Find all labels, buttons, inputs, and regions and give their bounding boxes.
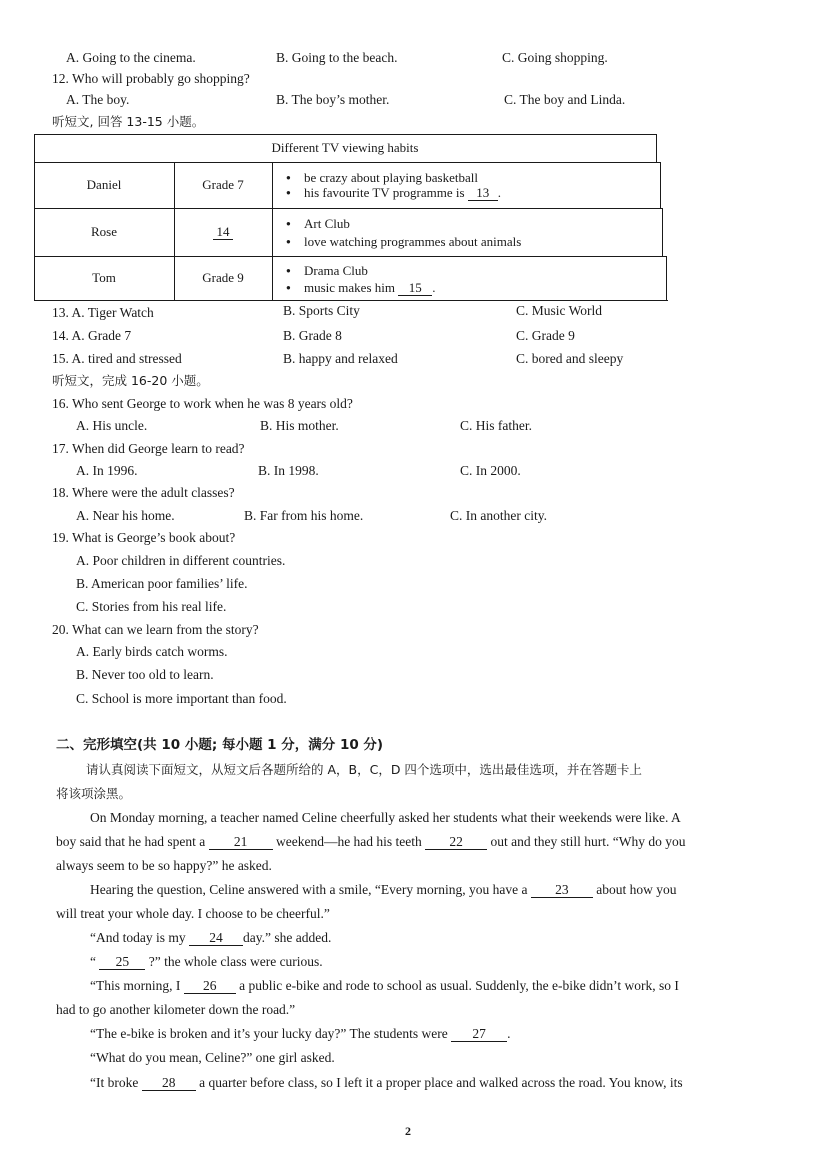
blank-24: 24 [189, 931, 243, 946]
q18-question: 18. Where were the adult classes? [52, 485, 235, 500]
blank-13: 13 [468, 186, 498, 201]
table-grade-tom: Grade 9 [202, 270, 244, 285]
section2-instruction-cont: 将该项涂黑。 [56, 786, 132, 801]
q14-option-c: C. Grade 9 [516, 328, 575, 343]
blank-21: 21 [209, 835, 273, 850]
q15-option-a: 15. A. tired and stressed [52, 351, 182, 366]
blank-23: 23 [531, 883, 593, 898]
passage-line: always seem to be so happy?” he asked. [56, 858, 272, 873]
q12-question: 12. Who will probably go shopping? [52, 71, 250, 86]
passage-line: boy said that he had spent a 21 weekend—he had his teeth 22 out and they still hurt. “Why do you [56, 834, 686, 849]
q16-question: 16. Who sent George to work when he was 8 years old? [52, 396, 353, 411]
table-grade-rose [174, 208, 272, 256]
section2-instruction: 请认真阅读下面短文，从短文后各题所给的 A，B，C，D 四个选项中，选出最佳选项，并在答题卡上 [86, 762, 642, 777]
table-name-tom: Tom [92, 270, 116, 285]
blank-27: 27 [451, 1027, 507, 1042]
table-note: ● Art Club [304, 216, 350, 231]
passage-line: Hearing the question, Celine answered with a smile, “Every morning, you have a 23 about how you [90, 882, 677, 897]
section2-heading: 二、完形填空(共 10 小题; 每小题 1 分，满分 10 分) [56, 737, 384, 753]
blank-14: 14 [213, 225, 233, 240]
passage-line: “It broke 28 a quarter before class, so I left it a proper place and walked across the road. You know, its [90, 1075, 683, 1090]
q16-option-a: A. His uncle. [76, 418, 148, 433]
passage-line: “ 25 ?” the whole class were curious. [90, 954, 323, 969]
q17-question: 17. When did George learn to read? [52, 441, 245, 456]
passage-line: “This morning, I 26 a public e-bike and rode to school as usual. Suddenly, the e-bike didn’t work, so I [90, 978, 679, 993]
q12-option-a: A. The boy. [66, 92, 130, 107]
page-number: 2 [405, 1124, 411, 1138]
q19-option-b: B. American poor families’ life. [76, 576, 248, 591]
q16-option-c: C. His father. [460, 418, 532, 433]
table-note: ● be crazy about playing basketball [304, 170, 478, 185]
q11-option-a: A. Going to the cinema. [66, 50, 196, 65]
passage-line: “What do you mean, Celine?” one girl asked. [90, 1050, 335, 1065]
q13-option-b: B. Sports City [283, 303, 360, 318]
table-note: ● love watching programmes about animals [304, 234, 521, 249]
section-16-20-intro: 听短文，完成 16-20 小题。 [52, 373, 209, 388]
table-grade-daniel: Grade 7 [202, 177, 244, 192]
table-name-rose: Rose [91, 224, 117, 239]
q19-question: 19. What is George’s book about? [52, 530, 236, 545]
q19-option-c: C. Stories from his real life. [76, 599, 227, 614]
q13-option-a: 13. A. Tiger Watch [52, 305, 154, 320]
table-note: ● his favourite TV programme is 13 . [304, 185, 501, 201]
q19-option-a: A. Poor children in different countries. [76, 553, 286, 568]
blank-25: 25 [99, 955, 145, 970]
blank-26: 26 [184, 979, 236, 994]
q18-option-c: C. In another city. [450, 508, 547, 523]
section-13-15-intro: 听短文, 回答 13-15 小题。 [52, 114, 205, 129]
passage-line: had to go another kilometer down the road.” [56, 1002, 296, 1017]
q20-option-b: B. Never too old to learn. [76, 667, 214, 682]
passage-line: “The e-bike is broken and it’s your lucky day?” The students were 27 . [90, 1026, 511, 1041]
q17-option-b: B. In 1998. [258, 463, 319, 478]
q17-option-a: A. In 1996. [76, 463, 138, 478]
table-title: Different TV viewing habits [271, 140, 419, 155]
passage-line: On Monday morning, a teacher named Celine cheerfully asked her students what their weekends were like. A [90, 810, 681, 825]
q16-option-b: B. His mother. [260, 418, 339, 433]
q14-option-b: B. Grade 8 [283, 328, 342, 343]
q18-option-b: B. Far from his home. [244, 508, 364, 523]
q20-option-c: C. School is more important than food. [76, 691, 287, 706]
passage-line: “And today is my 24 day.” she added. [90, 930, 332, 945]
q11-option-b: B. Going to the beach. [276, 50, 398, 65]
tv-habits-table [34, 134, 668, 302]
q12-option-c: C. The boy and Linda. [504, 92, 626, 107]
q15-option-b: B. happy and relaxed [283, 351, 398, 366]
q20-option-a: A. Early birds catch worms. [76, 644, 228, 659]
q18-option-a: A. Near his home. [76, 508, 175, 523]
blank-15: 15 [398, 281, 432, 296]
q17-option-c: C. In 2000. [460, 463, 521, 478]
q13-option-c: C. Music World [516, 303, 603, 318]
blank-22: 22 [425, 835, 487, 850]
q14-option-a: 14. A. Grade 7 [52, 328, 132, 343]
table-name-daniel: Daniel [86, 177, 122, 192]
passage-line: will treat your whole day. I choose to be cheerful.” [56, 906, 330, 921]
table-note: ● music makes him 15 . [304, 280, 436, 296]
table-note: ● Drama Club [304, 263, 368, 278]
blank-28: 28 [142, 1076, 196, 1091]
q15-option-c: C. bored and sleepy [516, 351, 624, 366]
q12-option-b: B. The boy’s mother. [276, 92, 390, 107]
q20-question: 20. What can we learn from the story? [52, 622, 259, 637]
q11-option-c: C. Going shopping. [502, 50, 608, 65]
